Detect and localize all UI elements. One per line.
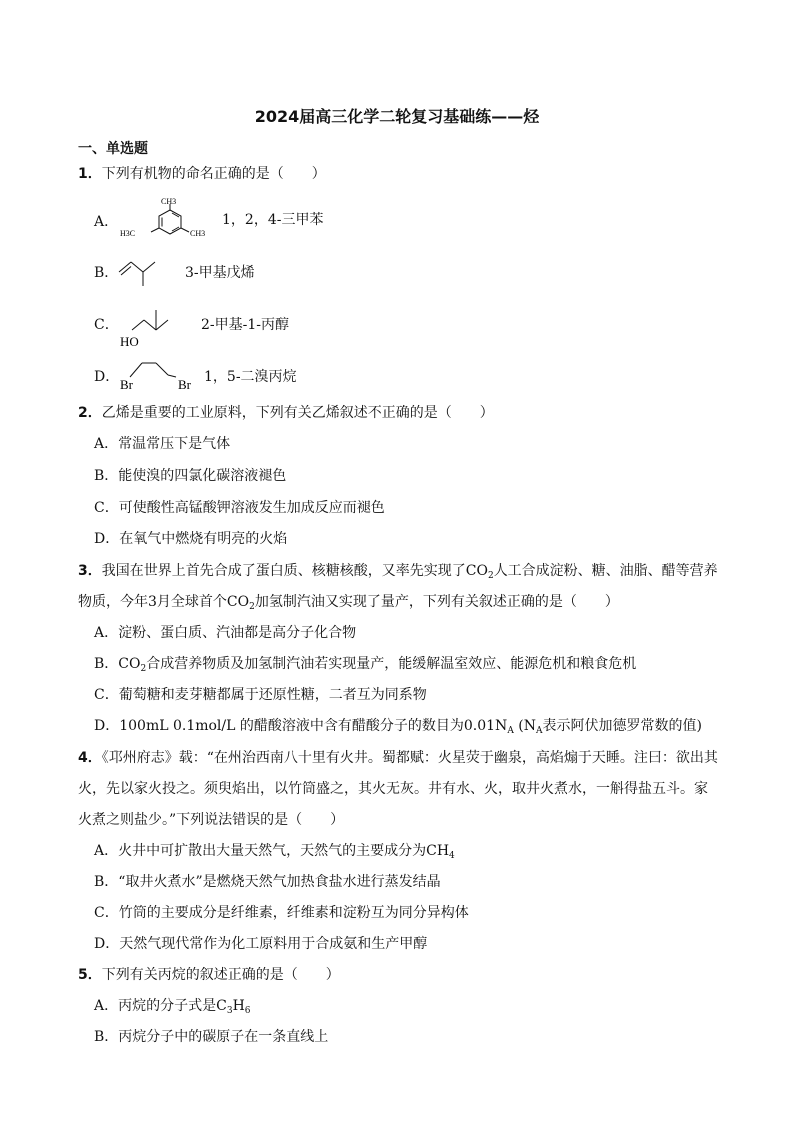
subscript: 3: [226, 1006, 233, 1016]
question-stem-part: 物质，今年3月全球首个CO: [78, 594, 250, 610]
h3c-left-label: H3C: [120, 229, 136, 238]
option-3b: [94, 654, 636, 674]
section-heading: 一、单选题: [78, 141, 148, 157]
option-text-part: (N: [513, 718, 536, 734]
option-3a: A．淀粉、蛋白质、汽油都是高分子化合物: [94, 625, 357, 641]
question-3-line-1: [78, 561, 718, 581]
option-4c: C．竹筒的主要成分是纤维素，纤维素和淀粉互为同分异构体: [94, 905, 469, 921]
question-4-line-3: 火煮之则盐少。”下列说法错误的是（ ）: [78, 812, 345, 828]
ho-label: HO: [120, 334, 139, 349]
option-1d-label: D．: [94, 369, 120, 385]
option-3c: C．葡萄糖和麦芽糖都属于还原性糖，二者互为同系物: [94, 687, 427, 703]
option-4a: [94, 841, 455, 861]
option-4d: D．天然气现代常作为化工原料用于合成氨和生产甲醇: [94, 936, 428, 952]
option-1c-name: 2-甲基-1-丙醇: [201, 317, 290, 333]
question-3-line-2: [78, 592, 619, 612]
option-text-part: 表示阿伏加德罗常数的值): [542, 718, 702, 734]
option-2b: B．能使溴的四氯化碳溶液褪色: [94, 468, 287, 484]
question-number: 2．: [78, 405, 102, 421]
question-4-line-2: 火，先以家火投之。须臾焰出，以竹筒盛之，其火无灰。井有水、火，取井火煮水，一斛得盐五斗。家: [78, 781, 708, 797]
option-1b-label: B．: [94, 265, 119, 281]
question-number: 4．: [78, 750, 102, 766]
option-4b: B．“取井火煮水”是燃烧天然气加热食盐水进行蒸发结晶: [94, 874, 441, 890]
question-number: 3．: [78, 563, 102, 579]
question-stem-part: 人工合成淀粉、糖、油脂、醋等营养: [493, 563, 718, 579]
molecule-dibromopropane: [118, 357, 200, 393]
subscript: A: [507, 726, 514, 736]
option-1b-name: 3-甲基戊烯: [185, 265, 255, 281]
option-3d: [94, 716, 702, 736]
option-5b: B．丙烷分子中的碳原子在一条直线上: [94, 1029, 329, 1045]
option-text-part: A．火井中可扩散出大量天然气，天然气的主要成分为CH: [94, 843, 450, 859]
ch3-top-label: CH3: [161, 197, 177, 206]
option-2c: C．可使酸性高锰酸钾溶液发生加成反应而褪色: [94, 500, 385, 516]
question-stem-part: 加氢制汽油又实现了量产，下列有关叙述正确的是（ ）: [254, 594, 619, 610]
subscript: 4: [449, 851, 455, 861]
subscript: 2: [140, 664, 147, 674]
option-1c-label: C．: [94, 317, 119, 333]
subscript: 6: [244, 1006, 251, 1016]
option-1a-name: 1，2，4-三甲苯: [222, 212, 324, 228]
question-2: [78, 403, 494, 423]
subscript: A: [535, 726, 543, 736]
question-5: [78, 965, 340, 985]
option-1a-label: A．: [94, 214, 119, 230]
question-1: [78, 164, 326, 184]
molecule-trimethylbenzene: [118, 196, 218, 244]
question-stem-part: 我国在世界上首先合成了蛋白质、核糖核酸，又率先实现了CO: [101, 563, 488, 579]
question-stem-part: 《邛州府志》载：“在州治西南八十里有火井。蜀都赋：火星荧于幽泉，高焰煽于天睡。注曰：欲出其: [101, 750, 718, 766]
subscript: 2: [249, 602, 255, 612]
page-title: 2024届高三化学二轮复习基础练——烃: [254, 107, 540, 126]
br-left-label: Br: [120, 377, 133, 392]
ch3-right-label: CH3: [190, 229, 206, 238]
subscript: 2: [487, 571, 494, 581]
question-number: 5．: [78, 967, 102, 983]
question-stem: 下列有机物的命名正确的是（ ）: [101, 166, 326, 182]
option-text-part: B．CO: [94, 656, 141, 672]
option-text-part: 合成营养物质及加氢制汽油若实现量产，能缓解温室效应、能源危机和粮食危机: [146, 656, 637, 672]
question-stem: 下列有关丙烷的叙述正确的是（ ）: [101, 967, 340, 983]
molecule-butanol: [118, 304, 188, 350]
option-text-part: D．100mL 0.1mol/L 的醋酸溶液中含有醋酸分子的数目为0.01N: [94, 718, 508, 734]
question-stem: 乙烯是重要的工业原料，下列有关乙烯叙述不正确的是（ ）: [101, 405, 494, 421]
question-4-line-1: [78, 748, 718, 768]
molecule-methylbutene: [116, 254, 176, 290]
option-1d-name: 1，5-二溴丙烷: [204, 369, 297, 385]
option-2d: D．在氧气中燃烧有明亮的火焰: [94, 531, 288, 547]
option-5a: [94, 996, 251, 1016]
option-2a: A．常温常压下是气体: [94, 436, 231, 452]
question-number: 1．: [78, 166, 102, 182]
br-right-label: Br: [178, 377, 191, 392]
option-text-part: A．丙烷的分子式是C: [94, 998, 227, 1014]
option-text-part: H: [232, 998, 245, 1014]
